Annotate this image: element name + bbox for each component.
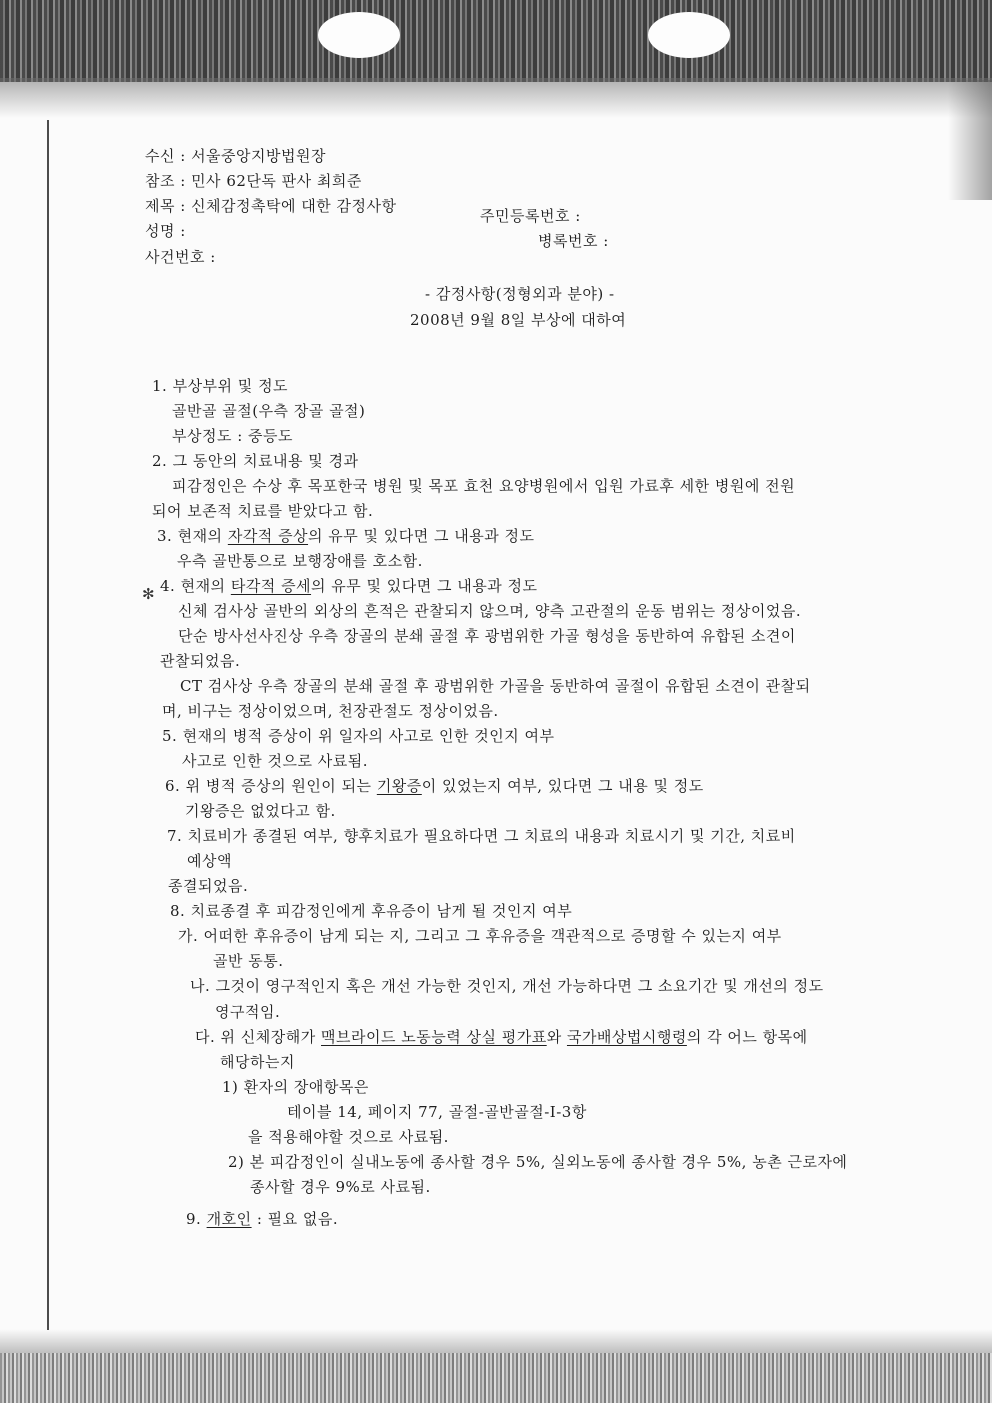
section-2-line-2: 되어 보존적 치료를 받았다고 함. [152,502,374,520]
punch-hole-right [648,12,730,58]
section-8-title: 8. 치료종결 후 피감정인에게 후유증이 남게 될 것인지 여부 [170,902,573,920]
section-6-title-suffix: 이 있었는지 여부, 있다면 그 내용 및 정도 [421,777,704,795]
section-1-title: 1. 부상부위 및 정도 [152,377,289,395]
section-8-subitem-2-line-1: 종사할 경우 9%로 사료됨. [250,1178,431,1196]
section-8-subitem-1: 1) 환자의 장애항목은 [222,1078,369,1096]
section-6-title-underlined: 기왕증 [376,777,422,795]
header-subject: 제목 : 신체감정촉탁에 대한 감정사항 [145,197,397,215]
section-7-line-0: 예상액 [187,852,232,870]
section-4-line-4: CT 검사상 우측 장골의 분쇄 골절 후 광범위한 가골을 동반하여 골절이 유합된 소견이 관찰되 [180,677,811,695]
section-6-title [165,777,704,795]
section-4-line-2: 단순 방사선사진상 우측 장골의 분쇄 골절 후 광범위한 가골 형성을 동반하여 유합된 소견이 [178,627,796,645]
section-8-item-na-line-1: 영구적임. [215,1003,281,1021]
section-3-title-underlined: 자각적 증상 [227,527,309,545]
header-reference: 참조 : 민사 62단독 판사 최희준 [145,172,362,190]
section-4-title-prefix: 4. 현재의 [160,577,231,595]
section-6-line-1: 기왕증은 없었다고 함. [185,802,336,820]
section-3-title [157,527,535,545]
section-4-title-suffix: 의 유무 및 있다면 그 내용과 정도 [311,577,538,595]
section-1-line-1: 골반골 골절(우측 장골 골절) [172,402,366,420]
section-4-line-5: 며, 비구는 정상이었으며, 천장관절도 정상이었음. [162,702,499,720]
section-8-item-da-mid: 와 [546,1028,567,1046]
section-5-title: 5. 현재의 병적 증상이 위 일자의 사고로 인한 것인지 여부 [162,727,555,745]
header-recipient: 수신 : 서울중앙지방법원장 [145,147,326,165]
scan-shadow-top [0,0,992,82]
scan-shadow-right [948,80,992,200]
section-9-title-underlined: 개호인 [206,1210,252,1228]
section-6-title-prefix: 6. 위 병적 증상의 원인이 되는 [165,777,377,795]
header-resident-number: 주민등록번호 : [480,207,581,225]
scan-shadow-top-fade [0,78,992,118]
section-8-item-da [195,1028,808,1046]
section-4-line-1: 신체 검사상 골반의 외상의 흔적은 관찰되지 않으며, 양측 고관절의 운동 범위는 정상이었음. [178,602,802,620]
section-8-item-da-line-2: 해당하는지 [220,1053,295,1071]
section-7-line-1: 종결되었음. [168,877,249,895]
section-8-item-ga-line-1: 골반 동통. [213,952,284,970]
section-8-item-na: 나. 그것이 영구적인지 혹은 개선 가능한 것인지, 개선 가능하다면 그 소요기간 및 개선의 정도 [190,977,824,995]
section-7-title: 7. 치료비가 종결된 여부, 향후치료가 필요하다면 그 치료의 내용과 치료시기 및 기간, 치료비 [167,827,796,845]
section-8-item-da-suffix: 의 각 어느 항목에 [686,1028,808,1046]
section-9-title-prefix: 9. [186,1210,207,1228]
header-chart-number: 병록번호 : [538,232,609,250]
scan-shadow-bottom [0,1353,992,1403]
section-8-subitem-1-line-1: 테이블 14, 페이지 77, 골절-골반골절-I-3항 [287,1103,587,1121]
scan-edge-left [47,120,49,1330]
handwritten-mark-icon: ✻ [142,585,155,603]
section-8-subitem-2: 2) 본 피감정인이 실내노동에 종사할 경우 5%, 실외노동에 종사할 경우 5%, 농촌 근로자에 [228,1153,848,1171]
section-5-line-1: 사고로 인한 것으로 사료됨. [182,752,368,770]
section-4-title [160,577,538,595]
punch-hole-left [318,12,400,58]
section-4-line-3: 관찰되었음. [160,652,241,670]
header-name: 성명 : [145,222,186,240]
section-2-title: 2. 그 동안의 치료내용 및 경과 [152,452,359,470]
section-8-item-ga: 가. 어떠한 후유증이 남게 되는 지, 그리고 그 후유증을 객관적으로 증명할 수 있는지 여부 [178,927,782,945]
document-title: - 감정사항(정형외과 분야) - [425,285,615,303]
header-case-number: 사건번호 : [145,248,216,266]
scan-shadow-bottom-fade [0,1329,992,1353]
document-subtitle: 2008년 9월 8일 부상에 대하여 [410,311,627,329]
section-9-title-suffix: : 필요 없음. [251,1210,339,1228]
section-4-title-underlined: 타각적 증세 [230,577,312,595]
section-3-line-1: 우측 골반통으로 보행장애를 호소함. [177,552,423,570]
section-8-item-da-underlined-1: 맥브라이드 노동능력 상실 평가표 [321,1028,547,1046]
section-8-item-da-underlined-2: 국가배상법시행령 [566,1028,687,1046]
section-3-title-suffix: 의 유무 및 있다면 그 내용과 정도 [308,527,535,545]
section-3-title-prefix: 3. 현재의 [157,527,228,545]
section-1-line-2: 부상정도 : 중등도 [172,427,294,445]
section-8-item-da-prefix: 다. 위 신체장해가 [195,1028,322,1046]
section-2-line-1: 피감정인은 수상 후 목포한국 병원 및 목포 효천 요양병원에서 입원 가료후 세한 병원에 전원 [172,477,796,495]
section-9-title [186,1210,338,1228]
section-8-subitem-1-line-2: 을 적용해야할 것으로 사료됨. [248,1128,449,1146]
